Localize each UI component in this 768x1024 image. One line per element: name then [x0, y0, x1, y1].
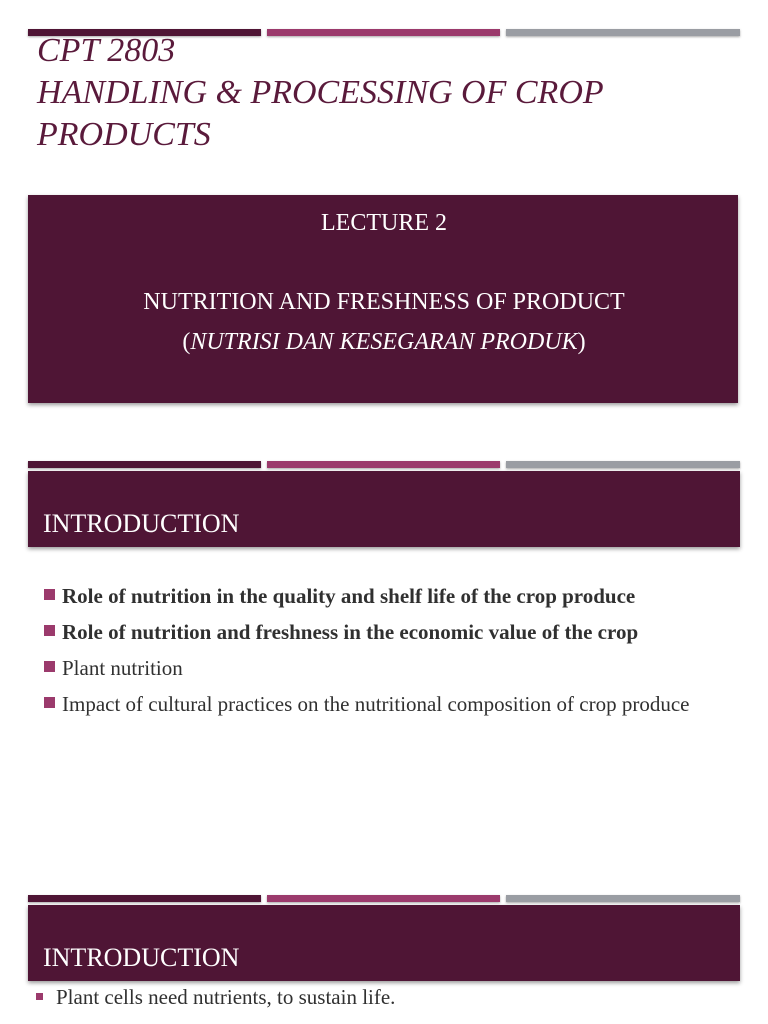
- paren-close: ): [577, 329, 586, 355]
- course-title-line: PRODUCTS: [37, 116, 211, 153]
- square-bullet-icon: [44, 589, 55, 600]
- list-item-text: Impact of cultural practices on the nutritional composition of crop produce: [62, 692, 690, 716]
- stripe-maroon: [28, 895, 261, 902]
- stripe-gray: [506, 461, 740, 468]
- list-item: [44, 619, 724, 645]
- square-bullet-icon: [36, 993, 43, 1000]
- accent-stripes: [28, 461, 740, 468]
- introduction-slide-2: [0, 880, 768, 1024]
- translation-text: NUTRISI DAN KESEGARAN PRODUK: [190, 329, 578, 355]
- list-item: [44, 583, 724, 609]
- square-bullet-icon: [44, 661, 55, 672]
- accent-stripes: [28, 895, 740, 902]
- course-title: [37, 30, 737, 156]
- list-item: [44, 655, 724, 681]
- square-bullet-icon: [44, 697, 55, 708]
- slide-heading: INTRODUCTION: [43, 943, 240, 972]
- introduction-slide: [0, 440, 768, 880]
- list-item-text: Plant cells need nutrients, to sustain life.: [56, 985, 396, 1009]
- bullet-list: [44, 583, 724, 727]
- slide-header: [28, 905, 740, 981]
- course-title-line: CPT 2803: [37, 32, 176, 69]
- list-item: [36, 984, 716, 1010]
- slide-heading: INTRODUCTION: [43, 509, 240, 538]
- list-item-text: Plant nutrition: [62, 656, 183, 680]
- stripe-maroon: [28, 461, 261, 468]
- list-item-text: Role of nutrition and freshness in the economic value of the crop: [62, 620, 639, 644]
- slide-header: [28, 471, 740, 547]
- list-item: [44, 691, 724, 717]
- lecture-number: LECTURE 2: [321, 210, 447, 236]
- list-item-text: Role of nutrition in the quality and shelf life of the crop produce: [62, 584, 636, 608]
- title-slide: [0, 0, 768, 440]
- lecture-subtitle-translation: [0, 329, 768, 356]
- square-bullet-icon: [44, 625, 55, 636]
- paren-open: (: [182, 329, 191, 355]
- course-title-line: HANDLING & PROCESSING OF CROP: [37, 74, 604, 111]
- stripe-rose: [267, 895, 500, 902]
- bullet-list: [36, 984, 716, 1020]
- stripe-gray: [506, 895, 740, 902]
- stripe-rose: [267, 461, 500, 468]
- lecture-subtitle: NUTRITION AND FRESHNESS OF PRODUCT: [143, 289, 625, 315]
